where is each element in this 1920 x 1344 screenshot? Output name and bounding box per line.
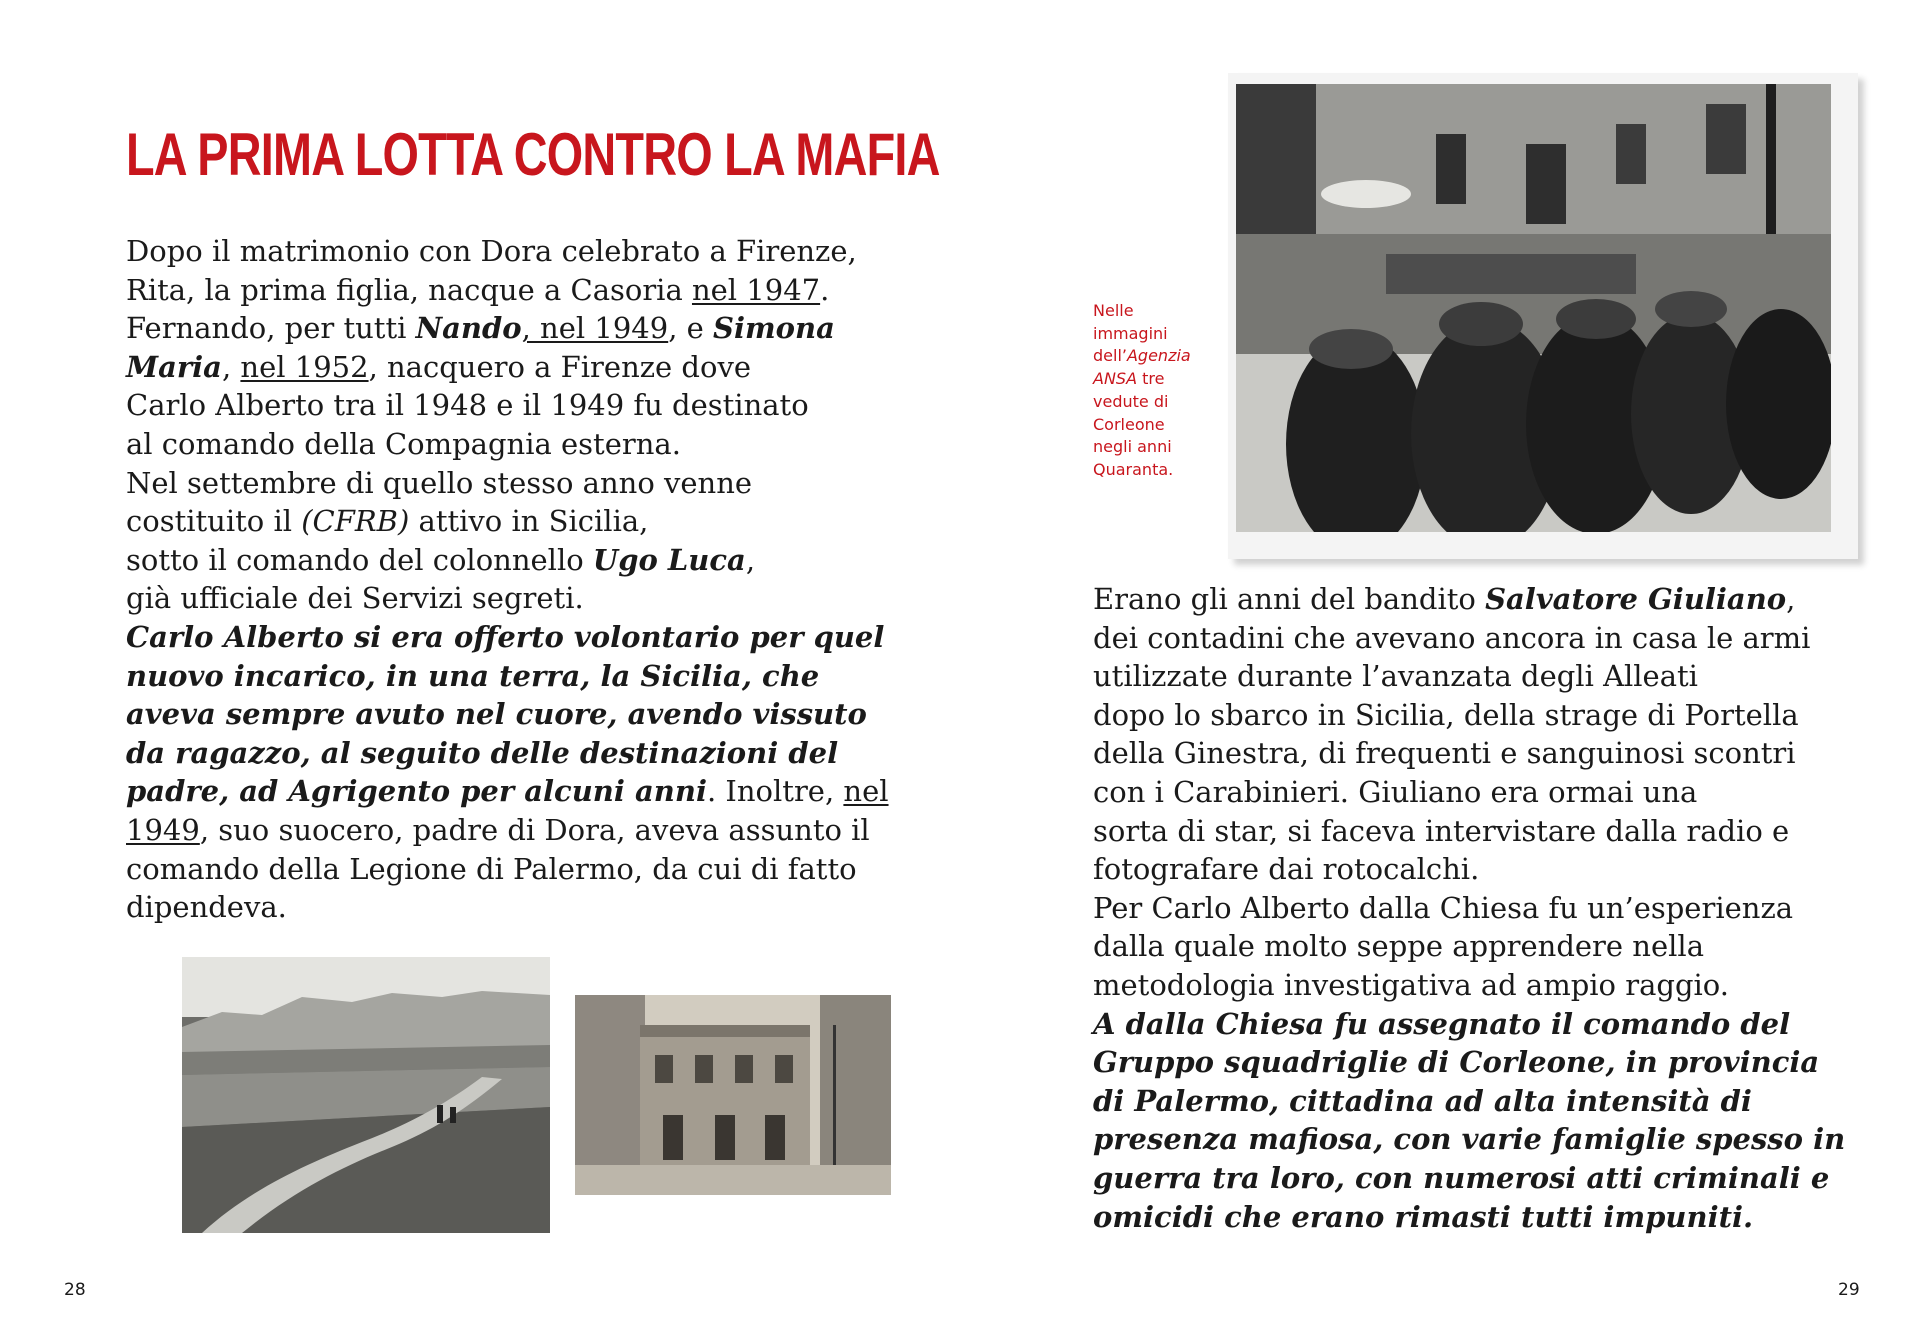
left-body-text: Dopo il matrimonio con Dora celebrato a Firenze, Rita, la prima figlia, nacque a Casoria nel 1947. Fernando, per tutti Nando, nel 1949, e Simona Maria, nel 1952, nacquero a Firenze dove Carlo Alberto tra il 1948 e il 1949 fu destinato al comando della Compagnia esterna. Nel settembre di quello stesso anno venne costituito il (CFRB) attivo in Sicilia, sotto il comando del colonnello Ugo Luca, già ufficiale dei Servizi segreti. Carlo Alberto si era offerto volontario per quel nuovo incarico, in una terra, la Sicilia, che aveva sempre avuto nel cuore, avendo vissuto da ragazzo, al seguito delle destinazioni del padre, ad Agrigento per alcuni anni. Inoltre, nel 1949, suo suocero, padre di Dora, aveva assunto il comando della Legione di Palermo, da cui di fatto dipendeva. — [126, 234, 889, 925]
right-body-text: Erano gli anni del bandito Salvatore Giuliano, dei contadini che avevano ancora in casa le armi utilizzate durante l’avanzata degli Alleati dopo lo sbarco in Sicilia, della strage di Portella della Ginestra, di frequenti e sanguinosi scontri con i Carabinieri. Giuliano era ormai una sorta di star, si faceva intervistare dalla radio e fotografare dai rotocalchi. Per Carlo Alberto dalla Chiesa fu un’esperienza dalla quale molto seppe apprendere nella metodologia investigativa ad ampio raggio. A dalla Chiesa fu assegnato il comando del Gruppo squadriglie di Corleone, in provincia di Palermo, cittadina ad alta intensità di presenza mafiosa, con varie famiglie spesso in guerra tra loro, con numerosi atti criminali e omicidi che erano rimasti tutti impuniti. — [1093, 582, 1846, 1234]
corleone-street-photo — [1236, 84, 1831, 532]
page-title: LA PRIMA LOTTA CONTRO LA MAFIA — [126, 121, 940, 188]
page-number-right: 29 — [1838, 1280, 1860, 1300]
page-number-left: 28 — [64, 1280, 86, 1300]
town-square-photo — [575, 995, 891, 1195]
photo-caption: Nelle immagini dell’Agenzia ANSA tre vedute di Corleone negli anni Quaranta. — [1093, 301, 1191, 479]
landscape-photo — [182, 957, 550, 1233]
